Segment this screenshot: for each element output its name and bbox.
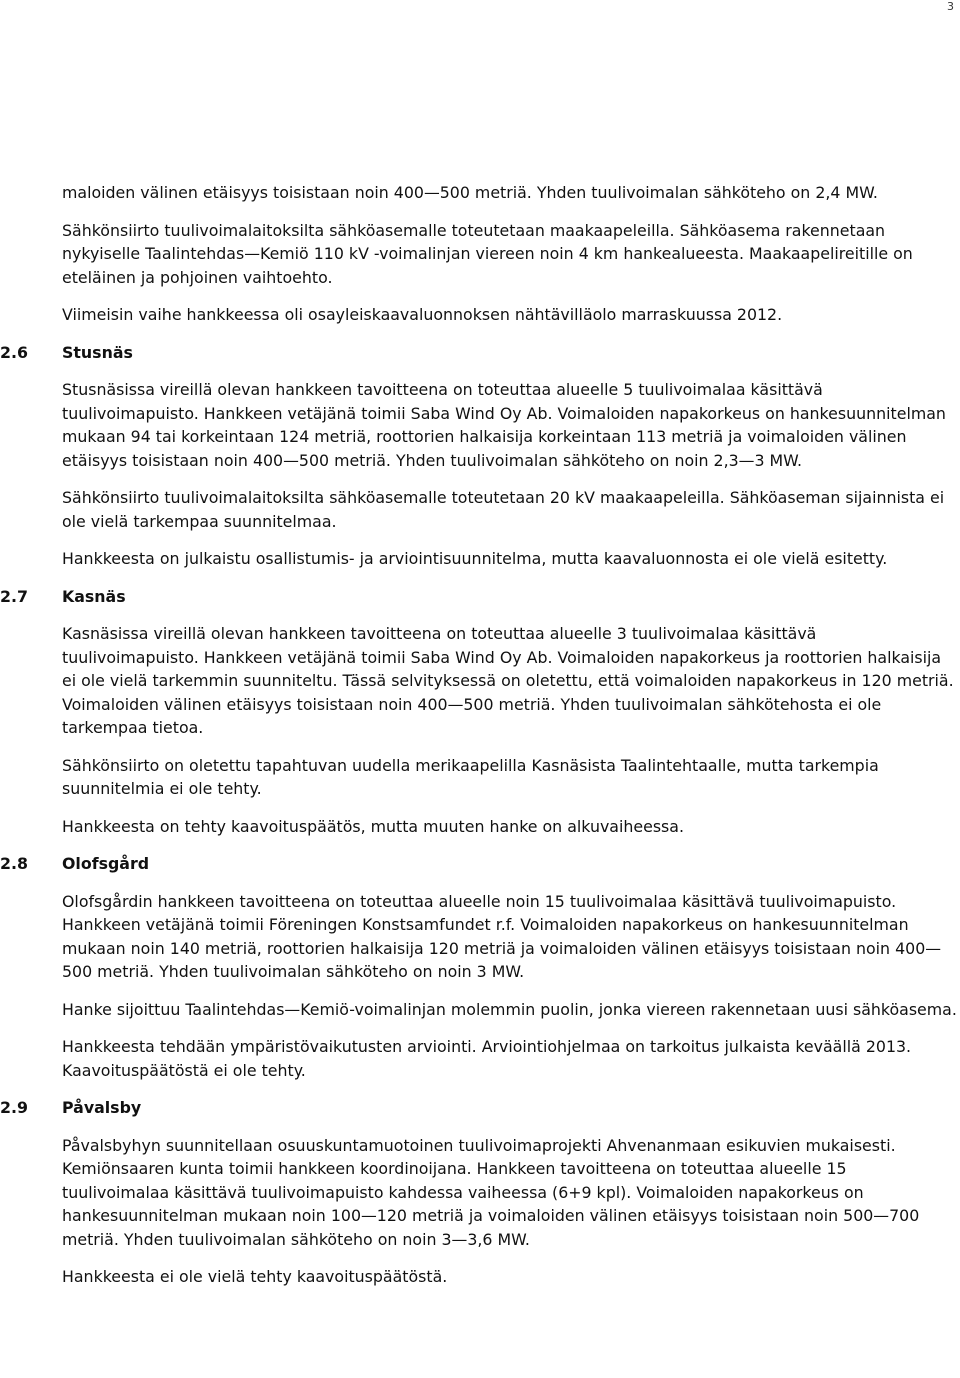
section-paragraph: Sähkönsiirto on oletettu tapahtuvan uudella merikaapelilla Kasnäsista Taalintehtaalle, mutta tarkempia suunnitelmia ei ole tehty. [62,755,879,798]
section-heading-stusnas [0,341,958,365]
section-number: 2.6 [0,342,28,362]
section-paragraph: Hankkeesta ei ole vielä tehty kaavoituspäätöstä. [62,1267,448,1286]
section-paragraph: Hankkeesta tehdään ympäristövaikutusten arviointi. Arviointiohjelmaa on tarkoitus julkaista keväällä 2013. Kaavoituspäätöstä ei ole tehty. [62,1037,912,1080]
section-heading-pavalsby [0,1096,958,1120]
section-number: 2.9 [0,1098,28,1117]
page-number: 3 [947,0,954,13]
section-paragraph: Sähkönsiirto tuulivoimalaitoksilta sähköasemalle toteutetaan 20 kV maakaapeleilla. Sähköaseman sijainnista ei ole vielä tarkempaa suunnitelmaa. [62,488,945,531]
section-paragraph: Kasnäsissa vireillä olevan hankkeen tavoitteena on toteuttaa alueelle 3 tuulivoimalaa käsittävä tuulivoimapuisto. Hankkeen vetäjänä toimii Saba Wind Oy Ab. Voimaloiden napakorkeus ja roottorien halkaisija ei ole vielä tarkemmin suunniteltu. Tässä selvityksessä on oletettu, että voimaloiden napakorkeus in 120 metriä. Voimaloiden välinen etäisyys toisistaan noin 400—500 metriä. Yhden tuulivoimalan sähkötehosta ei ole tarkempaa tietoa. [62,624,954,737]
section-paragraph: Hankkeesta on tehty kaavoituspäätös, mutta muuten hanke on alkuvaiheessa. [62,816,684,836]
section-paragraph: Olofsgårdin hankkeen tavoitteena on toteuttaa alueelle noin 15 tuulivoimalaa käsittävä tuulivoimapuisto. Hankkeen vetäjänä toimii Föreningen Konstsamfundet r.f. Voimaloiden napakorkeus on hankesuunnitelman mukaan noin 140 metriä, roottorien halkaisija 120 metriä ja voimaloiden välinen etäisyys toisistaan noin 400—500 metriä. Yhden tuulivoimalan sähköteho on noin 3 MW. [62,891,942,981]
section-heading-kasnas [0,585,958,609]
document-body [0,181,958,1303]
section-title: Påvalsby [62,1098,142,1117]
section-paragraph: Hankkeesta on julkaistu osallistumis- ja arviointisuunnitelma, mutta kaavaluonnosta ei ole vielä esitetty. [62,549,888,568]
section-number: 2.8 [0,854,28,873]
intro-paragraph: Viimeisin vaihe hankkeessa oli osayleiskaavaluonnoksen nähtävilläolo marraskuussa 2012. [62,305,783,324]
section-number: 2.7 [0,586,28,606]
section-paragraph: Stusnäsissa vireillä olevan hankkeen tavoitteena on toteuttaa alueelle 5 tuulivoimalaa käsittävä tuulivoimapuisto. Hankkeen vetäjänä toimii Saba Wind Oy Ab. Voimaloiden napakorkeus on hankesuunnitelman mukaan 94 tai korkeintaan 124 metriä, roottorien halkaisija korkeintaan 113 metriä ja voimaloiden välinen etäisyys toisistaan noin 400—500 metriä. Yhden tuulivoimalan sähköteho on noin 2,3—3 MW. [62,380,946,470]
section-paragraph: Hanke sijoittuu Taalintehdas—Kemiö-voimalinjan molemmin puolin, jonka viereen rakennetaan uusi sähköasema. [62,999,957,1019]
section-paragraph: Påvalsbyhyn suunnitellaan osuuskuntamuotoinen tuulivoimaprojekti Ahvenanmaan esikuvien mukaisesti. Kemiönsaaren kunta toimii hankkeen koordinoijana. Hankkeen tavoitteena on toteuttaa alueelle 15 tuulivoimalaa käsittävä tuulivoimapuisto kahdessa vaiheessa (6+9 kpl). Voimaloiden napakorkeus on hankesuunnitelman mukaan noin 100—120 metriä ja voimaloiden välinen etäisyys toisistaan noin 500—700 metriä. Yhden tuulivoimalan sähköteho on noin 3—3,6 MW. [62,1135,920,1249]
intro-paragraph: maloiden välinen etäisyys toisistaan noin 400—500 metriä. Yhden tuulivoimalan sähköteho on 2,4 MW. [62,183,878,202]
section-title: Olofsgård [62,854,150,873]
section-heading-olofsgard [0,852,958,876]
section-title: Stusnäs [62,342,133,362]
section-title: Kasnäs [62,586,126,606]
intro-paragraph: Sähkönsiirto tuulivoimalaitoksilta sähköasemalle toteutetaan maakaapeleilla. Sähköasema rakennetaan nykyiselle Taalintehdas—Kemiö 110 kV -voimalinjan viereen noin 4 km hankealueesta. Maakaapelireitille on eteläinen ja pohjoinen vaihtoehto. [62,220,913,287]
